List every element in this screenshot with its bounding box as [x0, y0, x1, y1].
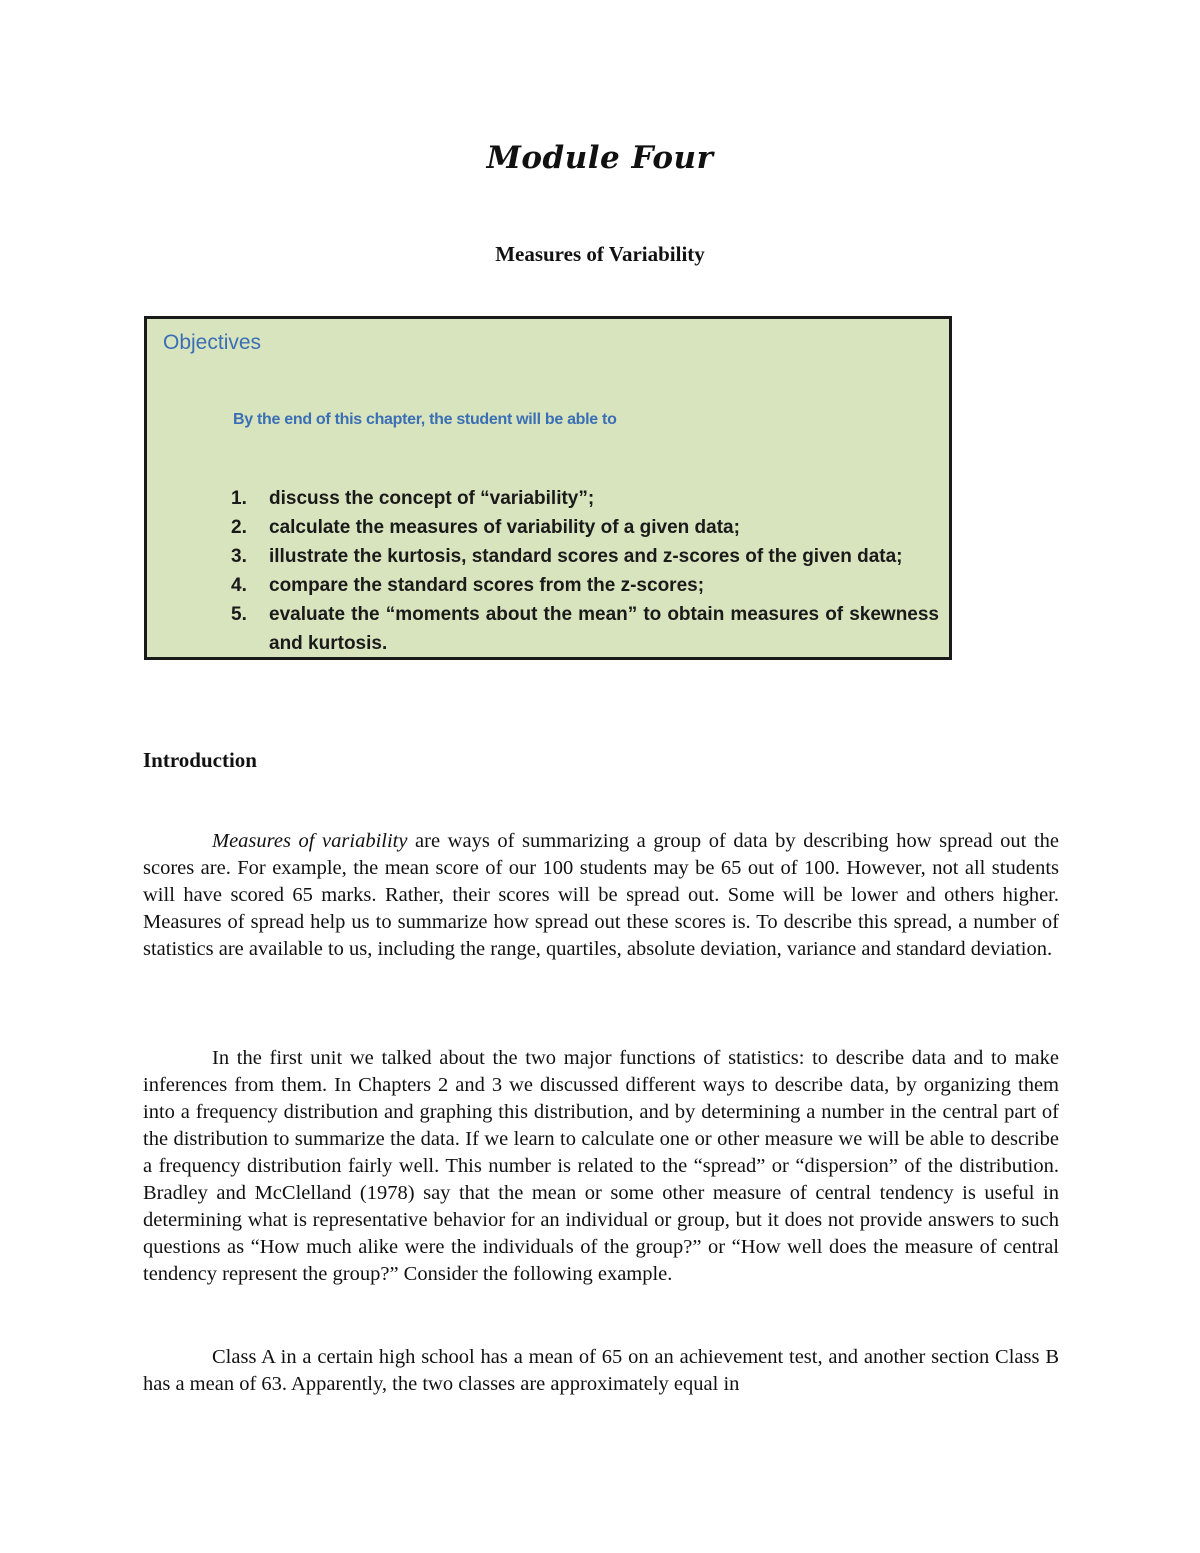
- objectives-box: [144, 316, 952, 660]
- introduction-paragraph-1: [143, 828, 1059, 963]
- objective-item: [231, 571, 939, 600]
- paragraph-text: are ways of summarizing a group of data by describing how spread out the scores are. For example, the mean score of our 100 students may be 65 out of 100. However, not all students will have scored 65 marks. Rather, their scores will be spread out. Some will be lower and others higher. Measures of spread help us to summarize how spread out these scores is. To describe this spread, a number of statistics are available to us, including the range, quartiles, absolute deviation, variance and standard deviation.: [143, 830, 1059, 960]
- objective-number: 1.: [231, 488, 247, 509]
- objective-item: [231, 542, 939, 571]
- objective-number: 5.: [231, 604, 247, 625]
- module-subtitle: Measures of Variability: [495, 242, 705, 266]
- objective-number: 3.: [231, 546, 247, 567]
- introduction-paragraph-2: In the first unit we talked about the two major functions of statistics: to describe data and to make inferences from them. In Chapters 2 and 3 we discussed different ways to describe data, by organizing them into a frequency distribution and graphing this distribution, and by determining a number in the central part of the distribution to summarize the data. If we learn to calculate one or other measure we will be able to describe a frequency distribution fairly well. This number is related to the “spread” or “dispersion” of the distribution. Bradley and McClelland (1978) say that the mean or some other measure of central tendency is useful in determining what is representative behavior for an individual or group, but it does not provide answers to such questions as “How much alike were the individuals of the group?” or “How well does the measure of central tendency represent the group?” Consider the following example.: [143, 1047, 1059, 1285]
- objective-text: illustrate the kurtosis, standard scores and z-scores of the given data;: [269, 546, 903, 567]
- introduction-paragraph-3: Class A in a certain high school has a mean of 65 on an achievement test, and another section Class B has a mean of 63. Apparently, the two classes are approximately equal in: [143, 1346, 1059, 1395]
- objectives-intro: By the end of this chapter, the student will be able to: [233, 411, 617, 428]
- emphasis-term: Measures of variability: [212, 830, 408, 852]
- objective-text: calculate the measures of variability of a given data;: [269, 517, 740, 538]
- objectives-list: [231, 484, 939, 658]
- objective-text: evaluate the “moments about the mean” to obtain measures of skewness and kurtosis.: [269, 604, 939, 654]
- module-title: Module Four: [486, 140, 714, 176]
- objective-text: compare the standard scores from the z-scores;: [269, 575, 705, 596]
- objective-item: [231, 513, 939, 542]
- objective-item: [231, 600, 939, 658]
- objective-item: [231, 484, 939, 513]
- objective-number: 2.: [231, 517, 247, 538]
- introduction-heading: Introduction: [143, 748, 257, 772]
- objective-text: discuss the concept of “variability”;: [269, 488, 595, 509]
- objective-number: 4.: [231, 575, 247, 596]
- objectives-heading: Objectives: [163, 331, 262, 354]
